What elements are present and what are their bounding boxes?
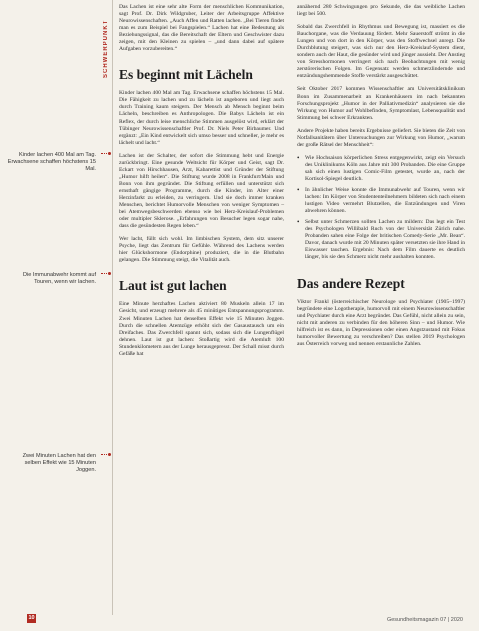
paragraph: Seit Oktober 2017 kommen Wissenschaftler am Universitätsklinikum Bonn im Zusammenarbeit an Krankenhäusern im nach bekannten Forschungsprojekt „Humor in der Palliativmedizin“ analysieren sie die Wirkung von Humor auf Wohlbefinden, Symptomlast, Lebensqualität und Stimmung bei schwer Erkrankten. xyxy=(297,86,465,121)
margin-note-2: Die Immunabwehr kommt auf Touren, wenn wir lachen. xyxy=(22,272,96,286)
paragraph: Kinder lachen 400 Mal am Tag. Erwachsene schaffen höchstens 15 Mal. Die Fähigkeit zu lachen und zu lächeln ist angeboren und liegt auch durch Training kaum steigern. Der Mensch ab Mensch beginnt beim Lächeln, beschreiben es Anthropologen. Die Babys Lächeln ist ein Reflex, der durch leise menschliche Stimmen ausgelöst wird, erklärt der Tübinger Neurowissenschaftler Prof. Dr. Niels Peter Birbaumer. Und ergänzt: „Ein Kind entwickelt sich umso besser und schneller, je mehr es lächelt und lacht.“ xyxy=(119,90,284,146)
paragraph: Sobald das Zwerchfell in Rhythmus und Bewegung ist, massiert es die Bauchorgane, was die Verdauung fördert. Mehr Sauerstoff strömt in die Lungen und von dort in den Körper, was den Stoffwechsel anregt. Die Durchblutung steigert, was sich nur den Herz-Kreislauf-System dient, sondern auch der Haut, die gesünder wird und jünger aussieht. Der Anstieg von Stresshormonen verringert sich nach Beobachtungen mit wenig zerstörerischen Folgen. Im Gegensatz werden schmerzlindernde und entzündungshemmende Stoffe verstärkt ausgeschüttet. xyxy=(297,24,465,80)
margin-note-3: Zwei Minuten Lachen hat den selben Effekt wie 15 Minuten Joggen. xyxy=(22,453,96,474)
heading-laut-lachen: Laut ist gut lachen xyxy=(119,278,227,294)
paragraph: Eine Minute herzhaftes Lachen aktiviert 80 Muskeln allein 17 im Gesicht, und erzeugt mehrere als 45 minütiges Entspannungsprogramm. Zwei Minuten Lachen hat denselben Effekt wie 15 Minuten Joggen. Durch die schnellen Atemzüge erhöht sich der Gasaustausch um ein Dreifaches. Das Zwerchfell spannt sich, sodass sich die Lungenflügel dehnen. Laut ist gut lachen: Stoßartig wird die Atemluft 100 Stundenkilometern aus der Lunge herausgepresst. Der Schall misst durch Gefäße hat xyxy=(119,301,284,357)
heading-rezept: Das andere Rezept xyxy=(297,275,405,291)
text-column-right xyxy=(297,4,465,354)
section-label: SCHWERPUNKT xyxy=(103,19,109,78)
list-item: • In ähnlicher Weise konnte die Immunabwehr auf Touren, wenn wir lachen: Im Körper von Studententeilnehmern bildeten sich nach einem lustigen Video vermehrt Blutzellen, die Entzündungen und Viren abwehren können. xyxy=(305,187,465,215)
paragraph: Wer lacht, füllt sich wohl. Im limbischen System, dem sitz unserer Psyche, liegt das Zentrum für Gefühle. Während des Lachens werden hier Glückshormone (Endorphine) produziert, die in die Blutbahn gelangen. Die Stimmung steigt, die Vitalität auch. xyxy=(119,236,284,264)
margin-marker-2 xyxy=(108,272,111,275)
margin-column xyxy=(0,0,100,631)
paragraph: Viktor Frankl (österreichischer Neurologe und Psychiater (1905–1997) begründete eine Logotherapie, humorvoll mit einem Neurowissenschaftler und Psychiater durch eine Arzt begründet. Das Gefühl, nicht allein zu sein, nicht mit anderen zu verbinden für den höheren Sinn – und Humor. Wie hilfreich ist es dann, in Depressionen oder einen Angstzustand mit Fokus humorvoller Bewertung zu verschreiben? Das stellen 2019 Psychologen aus Österreich vorweg und nennen erstaunliche Zahlen. xyxy=(297,298,465,347)
margin-note-1: Kinder lachen 400 Mal am Tag. Erwachsene schaffen höchstens 15 Mal. xyxy=(7,152,96,173)
page-number: 10 xyxy=(28,615,35,621)
margin-marker-3 xyxy=(108,453,111,456)
margin-marker-1 xyxy=(108,152,111,155)
list-item: • Wie Hochsaison körperlichen Stress entgegenwirkt, zeigt ein Versuch des Uniklinikums Köln aus Jahre mit 300 Probanden. Die eine Gruppe sah sich einen lustigen Comic-Film getestet, wurde an, nach der Kortisol-Spiegel deutlich. xyxy=(305,155,465,183)
list-item: • Selbst unter Schmerzen sollten Lachen zu mildern: Das legt ein Test des Psychologen Willibald Ruch von der Universität Zürich nahe. Probanden sahen eine Folge der britischen Comedy-Serie „Mr. Bean“. Davor, danach wurde mit 20 Minuten später versetzten sie ihre Hand in Eiswasser tauchen. Ergebnis: Nach dem Film dauerte es deutlich länger, bis sie den Schmerz nicht mehr aushalten konnten. xyxy=(305,219,465,261)
paragraph: Lachen ist der Schalter, der sofort die Stimmung hebt und Energie zurückbringt. Eine gesunde Weltsicht für Körper und Geist, sagt Dr. Eckart von Hirschhausen, Arzt, Kabarettist und Gründer der Stiftung „Humor hilft heilen“. Die Stiftung wurde 2008 in Frankfurt/Main und Bonn von ihm gegründet. Die Stiftung erfüllen und unterstützt sich ernsthaft gängige Programme, durch die Kinder, im Alter einer Herzinfarkt zu erleiden, zu verringern. Und sie doch immer kranken Menschen, berichtet Humorvolle Menschen von weniger Symptomen – bei Atemwegsbeschwerden ebenso wie bei Herz-Kreislauf-Problemen oder multipler Sklerose. „Erfahrungen von Besucher legen sogar nahe, dass die gesündesten Regen leben.“ xyxy=(119,152,284,230)
intro-paragraph: Das Lachen ist eine sehr alte Form der menschlichen Kommunikation, sagt Prof. Dr. Dirk Wildgruber, Leiter der Arbeitsgruppe Affektive Neurowissenschaften. „Auch Affen und Ratten lachen. „Bei Tieren findet man es zum Beispiel bei Fangspielen.“ Lachen hat eine Bedeutung als Beziehungssignal, das die Bereitschaft der Eltern und Geschwister dazu zeigen, mit den Kleinen zu spielen – „und dann dabei auf spätere Aufgaben vorzubereiten.“ xyxy=(119,4,284,53)
paragraph: annähernd 280 Schwingungen pro Sekunde, die das weibliche Lachen liegt bei 500. xyxy=(297,4,465,18)
bullet-list xyxy=(297,155,465,262)
heading-lacheln: Es beginnt mit Lächeln xyxy=(119,67,253,83)
paragraph: Andere Projekte haben bereits Ergebnisse geliefert. Sie bieten die Zeit von Notfallsanitätern über Untersuchungen zur Wirkung von Humor, „warum der große Rätsel der Menschheit“: xyxy=(297,127,465,148)
footer-publication: Gesundheitsmagazin 07 | 2020 xyxy=(386,617,463,623)
column-divider xyxy=(112,0,113,615)
text-column-left xyxy=(119,4,284,364)
